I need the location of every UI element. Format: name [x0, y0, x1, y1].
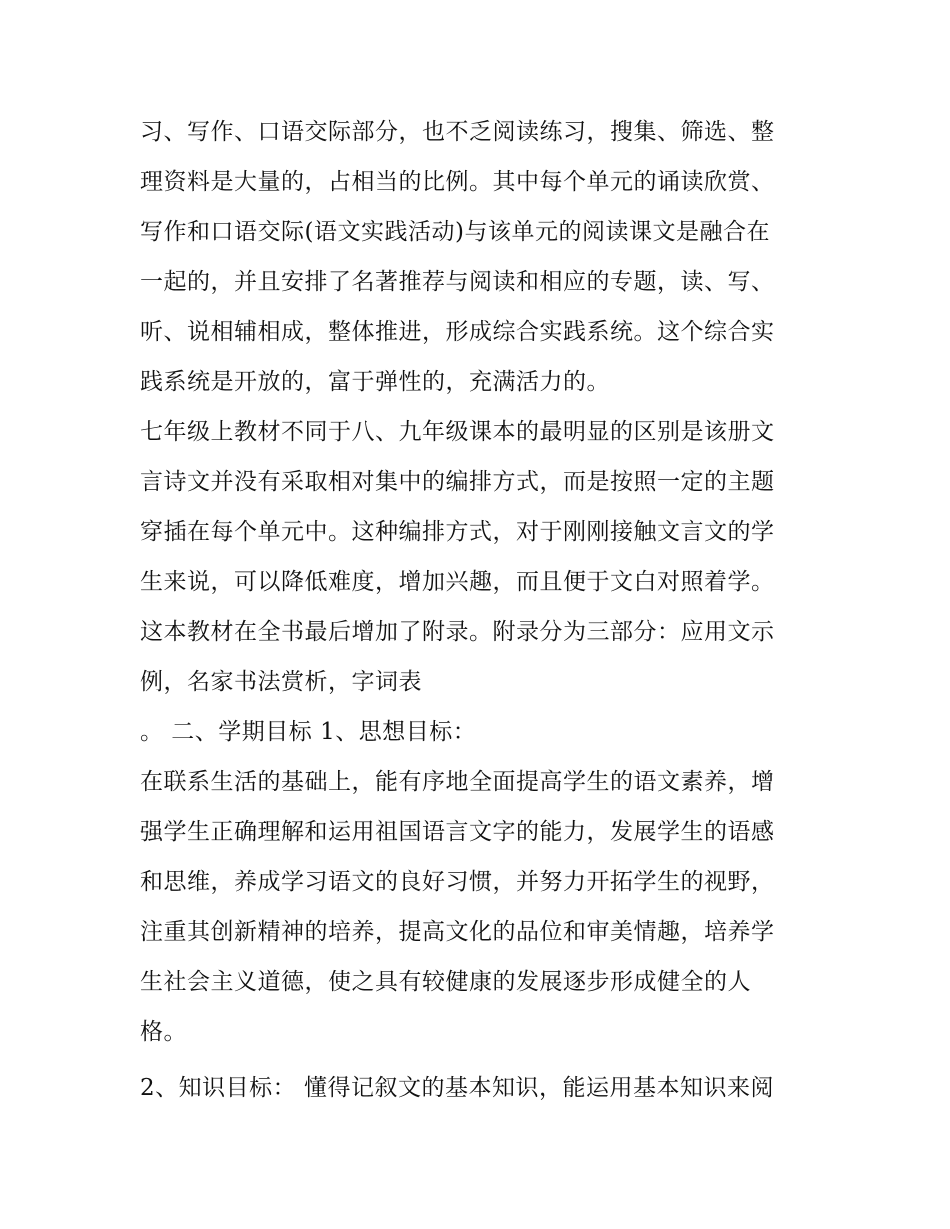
- text-line: 理资料是大量的，占相当的比例。其中每个单元的诵读欣赏、: [140, 169, 775, 195]
- text-line: 2、知识目标： 懂得记叙文的基本知识，能运用基本知识来阅: [140, 1075, 774, 1101]
- text-line: 践系统是开放的，富于弹性的，充满活力的。: [140, 369, 610, 395]
- text-line: 在联系生活的基础上，能有序地全面提高学生的语文素养，增: [140, 769, 775, 795]
- text-line: 生社会主义道德，使之具有较健康的发展逐步形成健全的人: [140, 969, 751, 995]
- text-line: 强学生正确理解和运用祖国语言文字的能力，发展学生的语感: [140, 819, 775, 845]
- text-line: 生来说，可以降低难度，增加兴趣，而且便于文白对照着学。: [140, 569, 775, 595]
- text-line: 一起的，并且安排了名著推荐与阅读和相应的专题，读、写、: [140, 269, 775, 295]
- text-line: 言诗文并没有采取相对集中的编排方式，而是按照一定的主题: [140, 469, 775, 495]
- text-line: 写作和口语交际(语文实践活动)与该单元的阅读课文是融合在: [140, 219, 770, 245]
- text-line: 和思维，养成学习语文的良好习惯，并努力开拓学生的视野，: [140, 869, 775, 895]
- text-line: 注重其创新精神的培养，提高文化的品位和审美情趣，培养学: [140, 919, 775, 945]
- section-heading-line: 。 二、学期目标 1、思想目标：: [140, 719, 477, 745]
- text-line: 七年级上教材不同于八、九年级课本的最明显的区别是该册文: [140, 419, 775, 445]
- text-line: 习、写作、口语交际部分，也不乏阅读练习，搜集、筛选、整: [140, 119, 775, 145]
- text-line: 例，名家书法赏析，字词表: [140, 669, 422, 695]
- document-body: [140, 107, 820, 1113]
- text-line: 听、说相辅相成，整体推进，形成综合实践系统。这个综合实: [140, 319, 775, 345]
- text-line: 这本教材在全书最后增加了附录。附录分为三部分：应用文示: [140, 619, 775, 645]
- text-line: 格。: [140, 1019, 187, 1045]
- text-line: 穿插在每个单元中。这种编排方式，对于刚刚接触文言文的学: [140, 519, 775, 545]
